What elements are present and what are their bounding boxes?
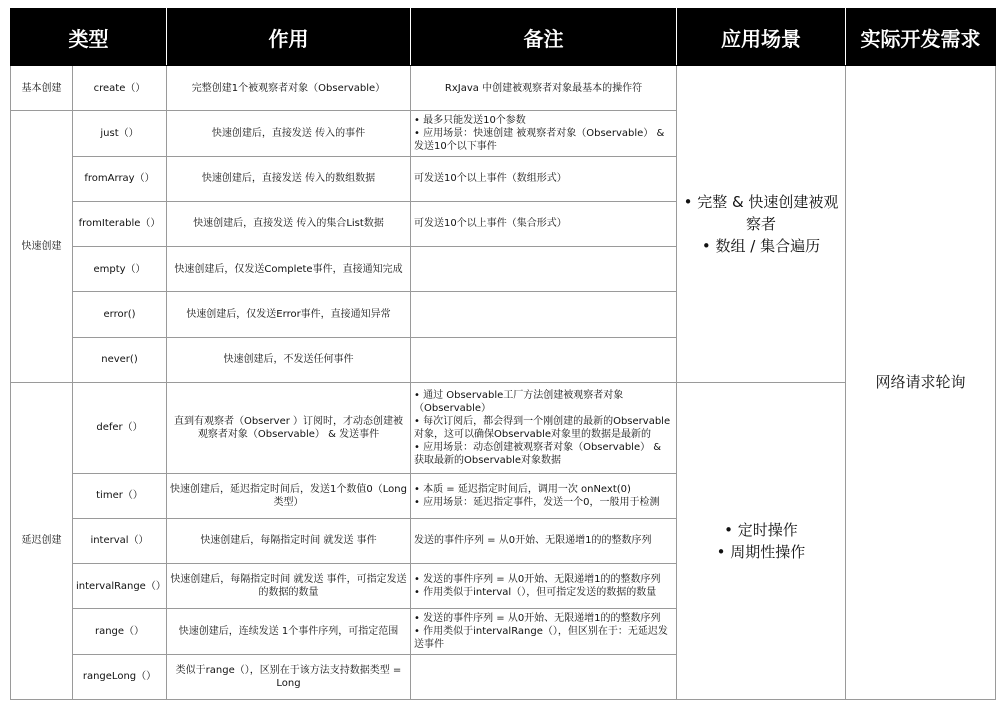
operator-action: 快速创建后，延迟指定时间后，发送1个数值0（Long类型） [167,473,411,518]
operator-note [411,654,677,699]
operator-action: 快速创建后，每隔指定时间 就发送 事件，可指定发送的数据的数量 [167,564,411,609]
operator-note: 发送的事件序列 = 从0开始、无限递增1的的整数序列 [411,518,677,563]
operator-action: 类似于range（），区别在于该方法支持数据类型 = Long [167,654,411,699]
operator-action: 快速创建后，直接发送 传入的数组数据 [167,156,411,201]
operator-note [411,382,677,473]
note-item: • 最多只能发送10个参数 [414,114,673,127]
header-action: 作用 [167,9,411,66]
note-item: • 发送的事件序列 = 从0开始、无限递增1的的整数序列 [414,573,673,586]
operator-name: error() [73,292,167,337]
scenario-timer [677,382,846,699]
note-item: • 通过 Observable工厂方法创建被观察者对象（Observable） [414,389,673,415]
scenario-item: • 数组 / 集合遍历 [680,235,842,257]
operator-note: 可发送10个以上事件（集合形式） [411,201,677,246]
operator-action: 快速创建后，不发送任何事件 [167,337,411,382]
operator-note [411,564,677,609]
note-item: • 本质 = 延迟指定时间后，调用一次 onNext(0) [414,483,673,496]
operator-table-container [10,8,995,700]
operator-action: 快速创建后，仅发送Error事件，直接通知异常 [167,292,411,337]
scenario-item: • 定时操作 [680,519,842,541]
operator-name: rangeLong（） [73,654,167,699]
note-item: • 每次订阅后，都会得到一个刚创建的最新的Observable对象，这可以确保Observable对象里的数据是最新的 [414,415,673,441]
header-note: 备注 [411,9,677,66]
operator-name: just（） [73,111,167,156]
operator-name: fromArray（） [73,156,167,201]
operator-name: range（） [73,609,167,654]
note-item: • 发送的事件序列 = 从0开始、无限递增1的的整数序列 [414,612,673,625]
rxjava-create-operators-table [10,8,996,700]
group-basic: 基本创建 [11,66,73,111]
operator-name: defer（） [73,382,167,473]
note-item: • 作用类似于interval（），但可指定发送的数据的数量 [414,586,673,599]
note-item: • 作用类似于intervalRange（），但区别在于：无延迟发送事件 [414,625,673,651]
operator-name: interval（） [73,518,167,563]
group-quick: 快速创建 [11,111,73,383]
operator-name: empty（） [73,247,167,292]
operator-note: 可发送10个以上事件（数组形式） [411,156,677,201]
operator-note [411,111,677,156]
operator-name: fromIterable（） [73,201,167,246]
note-item: • 应用场景：延迟指定事件，发送一个0，一般用于检测 [414,496,673,509]
operator-note [411,337,677,382]
operator-action: 完整创建1个被观察者对象（Observable） [167,66,411,111]
note-item: • 应用场景：动态创建被观察者对象（Observable） & 获取最新的Observable对象数据 [414,441,673,467]
header-type: 类型 [11,9,167,66]
header-row [11,9,996,66]
header-scenario: 应用场景 [677,9,846,66]
operator-action: 快速创建后，直接发送 传入的集合List数据 [167,201,411,246]
note-item: • 应用场景：快速创建 被观察者对象（Observable） & 发送10个以下事件 [414,127,673,153]
operator-name: intervalRange（） [73,564,167,609]
scenario-item: • 完整 & 快速创建被观察者 [680,191,842,235]
operator-action: 快速创建后，直接发送 传入的事件 [167,111,411,156]
operator-name: timer（） [73,473,167,518]
operator-name: never() [73,337,167,382]
operator-note [411,292,677,337]
scenario-create [677,66,846,383]
table-row [11,66,996,111]
operator-note [411,247,677,292]
operator-note [411,609,677,654]
operator-name: create（） [73,66,167,111]
header-requirement: 实际开发需求 [846,9,996,66]
group-deferred: 延迟创建 [11,382,73,699]
scenario-item: • 周期性操作 [680,541,842,563]
operator-action: 快速创建后，连续发送 1个事件序列，可指定范围 [167,609,411,654]
requirement-cell: 网络请求轮询 [846,66,996,700]
operator-action: 直到有观察者（Observer ）订阅时，才动态创建被观察者对象（Observable） & 发送事件 [167,382,411,473]
operator-note [411,473,677,518]
operator-action: 快速创建后，每隔指定时间 就发送 事件 [167,518,411,563]
operator-note: RxJava 中创建被观察者对象最基本的操作符 [411,66,677,111]
operator-action: 快速创建后，仅发送Complete事件，直接通知完成 [167,247,411,292]
